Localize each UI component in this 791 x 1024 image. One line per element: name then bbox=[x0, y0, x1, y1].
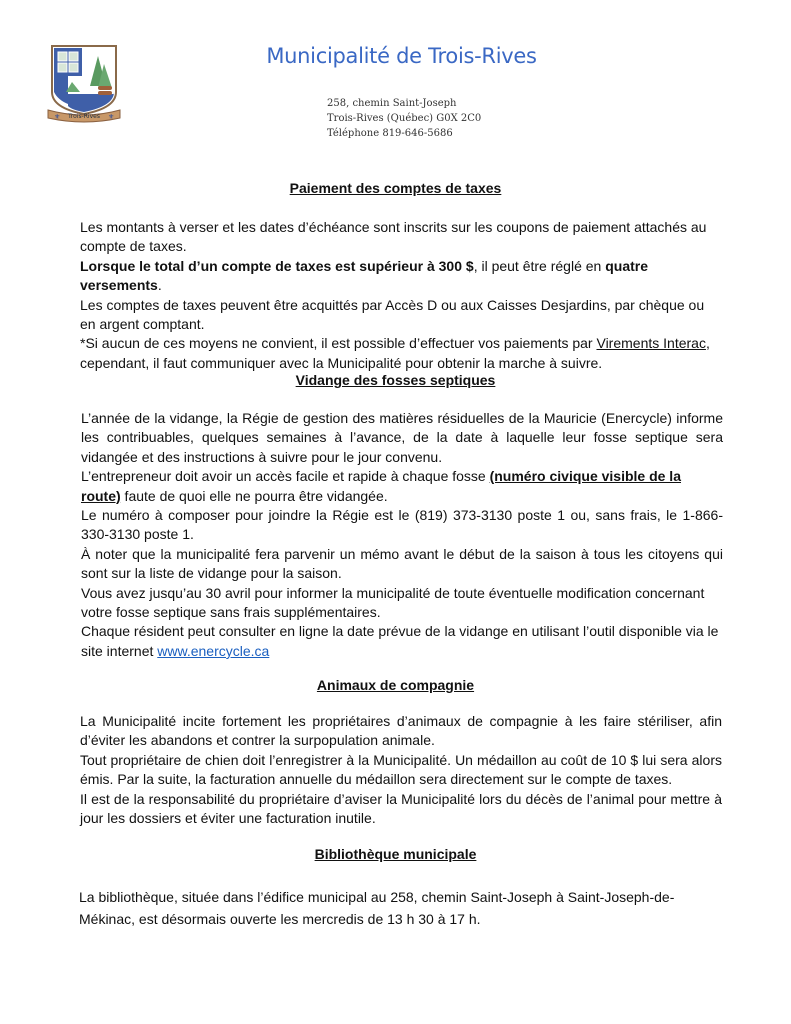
septic-paragraph-2-text: L’entrepreneur doit avoir un accès facile et rapide à chaque fosse bbox=[81, 468, 490, 485]
taxes-paragraph-2-text: , il peut être réglé en bbox=[473, 257, 606, 274]
septic-paragraph-1: L’année de la vidange, la Régie de gestion des matières résiduelles de la Mauricie (Enercycle) informe les contribuables, quelques semaines à l’avance, de la date à laquelle leur fosse septique sera vidangée et des instructions à suivre pour le jour convenu. bbox=[81, 410, 723, 465]
section-heading-septic: Vidange des fosses septiques bbox=[295, 372, 496, 388]
pets-paragraph-2: Tout propriétaire de chien doit l’enregistrer à la Municipalité. Un médaillon au coût de 10 $ lui sera alors émis. Par la suite, la facturation annuelle du médaillon sera directement sur le compte de taxes. bbox=[80, 751, 722, 788]
svg-text:Trois-Rives: Trois-Rives bbox=[68, 113, 100, 120]
enercycle-link[interactable]: www.enercycle.ca bbox=[157, 642, 270, 659]
taxes-installments-bold: quatre versements bbox=[80, 257, 649, 294]
section-body-pets bbox=[80, 712, 722, 828]
section-body-taxes bbox=[80, 218, 722, 373]
civic-number-notice: (numéro civique visible de la route) bbox=[81, 468, 681, 504]
taxes-paragraph-4-end: , cependant, il faut communiquer avec la Municipalité pour obtenir la marche à suivre. bbox=[80, 335, 710, 371]
section-body-library bbox=[79, 886, 699, 930]
septic-paragraph-6 bbox=[81, 622, 723, 661]
section-heading-taxes: Paiement des comptes de taxes bbox=[289, 180, 502, 196]
svg-text:⚜: ⚜ bbox=[54, 113, 61, 121]
septic-paragraph-6-text: Chaque résident peut consulter en ligne la date prévue de la vidange en utilisant l’outil disponible via le site internet bbox=[81, 623, 719, 659]
phone-number: Téléphone 819-646-5686 bbox=[327, 128, 453, 139]
section-heading-library: Bibliothèque municipale bbox=[314, 846, 477, 862]
taxes-paragraph-2 bbox=[80, 257, 722, 296]
taxes-paragraph-4-text: *Si aucun de ces moyens ne convient, il est possible d’effectuer vos paiements par bbox=[80, 335, 597, 352]
pets-paragraph-3: Il est de la responsabilité du propriétaire d’aviser la Municipalité lors du décès de l’animal pour mettre à jour les dossiers et éviter une facturation inutile. bbox=[80, 790, 722, 827]
svg-text:⚜: ⚜ bbox=[108, 113, 115, 121]
address-block bbox=[327, 96, 481, 141]
interac-transfer-text: Virements Interac bbox=[596, 335, 706, 352]
section-heading-pets: Animaux de compagnie bbox=[316, 677, 475, 693]
taxes-threshold-bold: Lorsque le total d’un compte de taxes est supérieur à 300 $ bbox=[80, 257, 474, 274]
section-body-septic bbox=[81, 409, 723, 661]
septic-paragraph-3: Le numéro à composer pour joindre la Régie est le (819) 373-3130 poste 1 ou, sans frais, le 1-866-330-3130 poste 1. bbox=[81, 507, 723, 543]
septic-paragraph-2 bbox=[81, 467, 723, 506]
septic-paragraph-4: À noter que la municipalité fera parvenir un mémo avant le début de la saison à tous les citoyens qui sont sur la liste de vidange pour la saison. bbox=[81, 545, 723, 582]
taxes-paragraph-1: Les montants à verser et les dates d’échéance sont inscrits sur les coupons de paiement attachés au compte de taxes. bbox=[80, 219, 707, 255]
septic-paragraph-5: Vous avez jusqu’au 30 avril pour informer la municipalité de toute éventuelle modification concernant votre fosse septique sans frais supplémentaires. bbox=[81, 584, 705, 621]
library-paragraph-1: La bibliothèque, située dans l’édifice municipal au 258, chemin Saint-Joseph à Saint-Joseph-de-Mékinac, est désormais ouverte les mercredis de 13 h 30 à 17 h. bbox=[79, 889, 675, 927]
pets-paragraph-1: La Municipalité incite fortement les propriétaires d’animaux de compagnie à les faire stériliser, afin d’éviter les abandons et contrer la surpopulation animale. bbox=[80, 713, 722, 749]
taxes-paragraph-2-end: . bbox=[157, 277, 162, 294]
municipality-title: Municipalité de Trois-Rives bbox=[266, 44, 537, 68]
septic-paragraph-2-end: faute de quoi elle ne pourra être vidangée. bbox=[120, 487, 388, 504]
taxes-paragraph-3: Les comptes de taxes peuvent être acquittés par Accès D ou aux Caisses Desjardins, par chèque ou en argent comptant. bbox=[80, 296, 705, 333]
address-line1: 258, chemin Saint-Joseph bbox=[327, 98, 457, 109]
address-line2: Trois-Rives (Québec) G0X 2C0 bbox=[327, 113, 482, 124]
taxes-paragraph-4 bbox=[80, 334, 722, 373]
